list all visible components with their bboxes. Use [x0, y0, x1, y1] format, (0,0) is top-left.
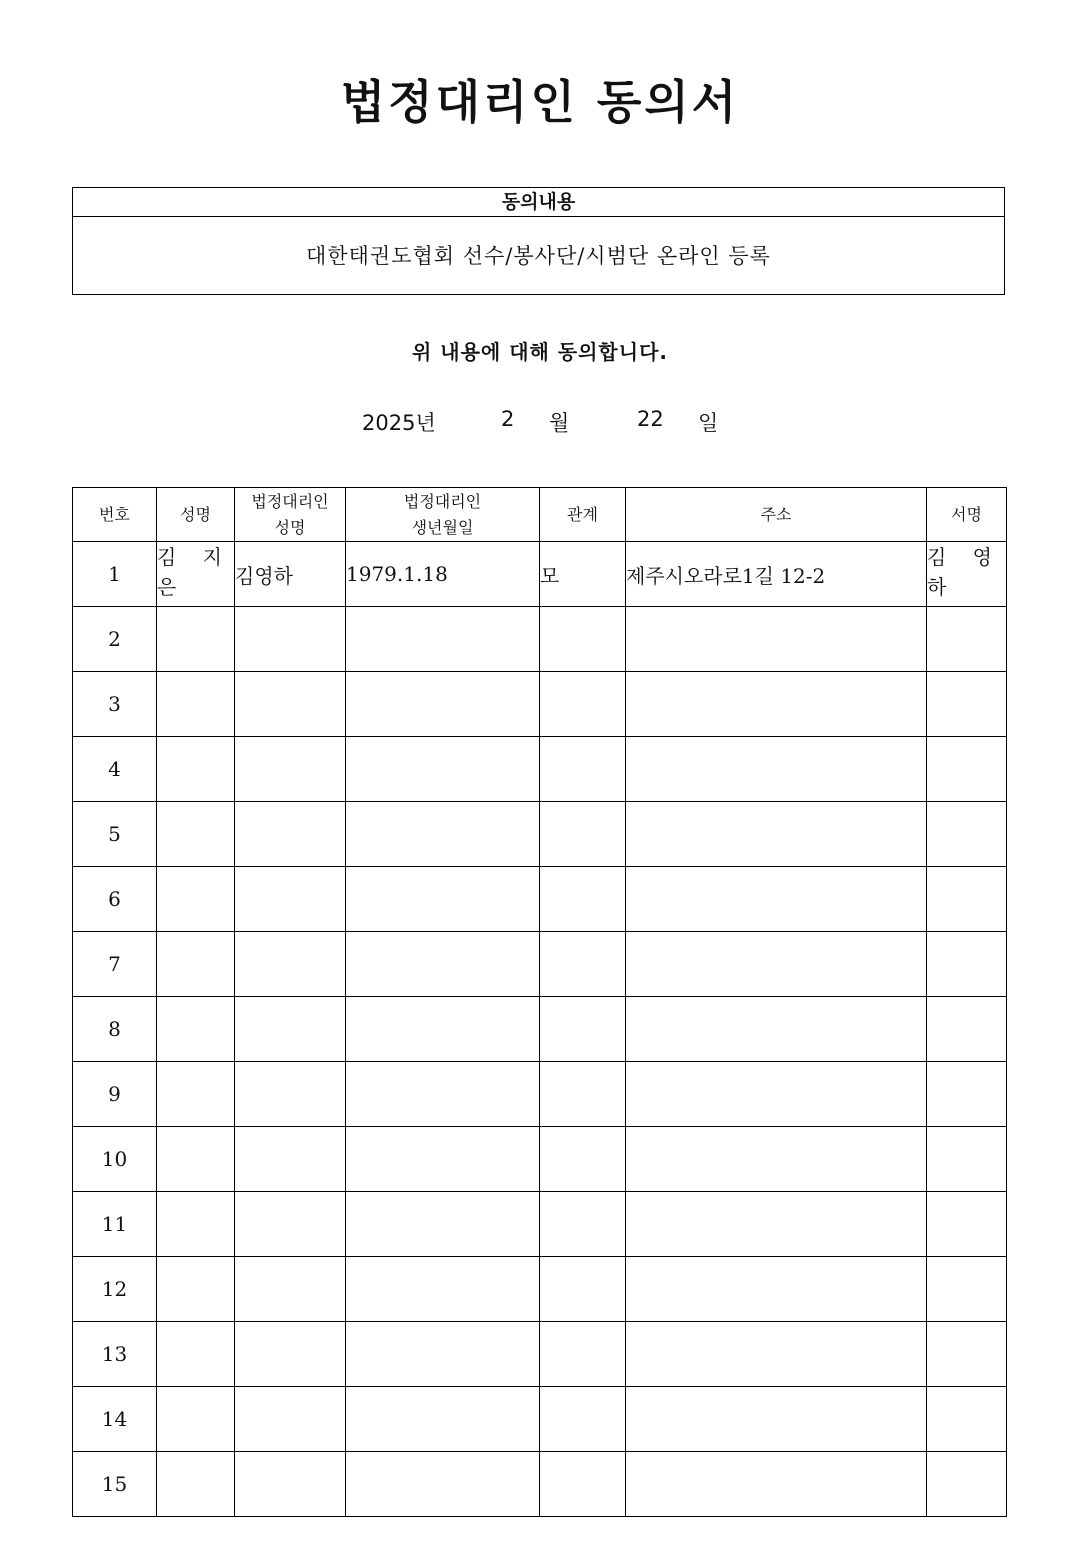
row-signature[interactable] — [927, 607, 1007, 672]
row-address[interactable] — [626, 1127, 927, 1192]
header-guardian-birth-line2: 생년월일 — [411, 517, 474, 537]
table-row — [73, 1322, 1007, 1387]
row-signature[interactable]: 김 영 하 — [927, 542, 1007, 607]
header-guardian-birth — [346, 488, 540, 542]
row-guardian-birth[interactable] — [346, 867, 540, 932]
row-guardian-name[interactable] — [235, 867, 346, 932]
table-row — [73, 802, 1007, 867]
header-relation: 관계 — [540, 488, 626, 542]
date-month: 2 — [501, 407, 515, 431]
date-month-label: 월 — [549, 411, 570, 435]
table-row — [73, 1062, 1007, 1127]
row-guardian-name[interactable] — [235, 1322, 346, 1387]
header-number: 번호 — [73, 488, 157, 542]
consent-content: 대한태권도협회 선수/봉사단/시범단 온라인 등록 — [306, 244, 771, 268]
row-name[interactable] — [157, 672, 235, 737]
date-year: 2025년 — [362, 411, 436, 435]
row-signature[interactable] — [927, 1257, 1007, 1322]
header-guardian-name-line1: 법정대리인 — [251, 491, 329, 511]
row-address[interactable]: 제주시오라로1길 12-2 — [626, 542, 927, 607]
row-guardian-birth[interactable] — [346, 607, 540, 672]
row-address[interactable] — [626, 1257, 927, 1322]
row-guardian-birth[interactable] — [346, 932, 540, 997]
row-relation[interactable] — [540, 1387, 626, 1452]
row-guardian-name[interactable] — [235, 737, 346, 802]
row-guardian-name[interactable] — [235, 932, 346, 997]
row-guardian-birth[interactable] — [346, 672, 540, 737]
row-name[interactable] — [157, 1192, 235, 1257]
row-number: 4 — [73, 737, 157, 802]
row-name[interactable] — [157, 1387, 235, 1452]
row-guardian-name[interactable] — [235, 1127, 346, 1192]
row-guardian-birth[interactable] — [346, 737, 540, 802]
row-address[interactable] — [626, 932, 927, 997]
row-relation[interactable] — [540, 1192, 626, 1257]
row-relation[interactable] — [540, 997, 626, 1062]
table-row — [73, 737, 1007, 802]
date-day: 22 — [637, 407, 664, 431]
row-signature[interactable] — [927, 1127, 1007, 1192]
row-number: 5 — [73, 802, 157, 867]
row-guardian-name[interactable] — [235, 1387, 346, 1452]
header-guardian-name — [235, 488, 346, 542]
consent-box — [72, 187, 1005, 295]
table-row — [73, 672, 1007, 737]
row-guardian-birth[interactable] — [346, 1452, 540, 1517]
row-relation[interactable] — [540, 737, 626, 802]
row-relation[interactable] — [540, 932, 626, 997]
row-number: 14 — [73, 1387, 157, 1452]
row-relation[interactable]: 모 — [540, 542, 626, 607]
table-row — [73, 997, 1007, 1062]
table-row — [73, 542, 1007, 607]
row-address[interactable] — [626, 1322, 927, 1387]
row-guardian-name[interactable] — [235, 1257, 346, 1322]
row-guardian-birth[interactable] — [346, 1127, 540, 1192]
row-relation[interactable] — [540, 672, 626, 737]
document-title: 법정대리인 동의서 — [340, 75, 740, 129]
row-address[interactable] — [626, 1192, 927, 1257]
row-signature[interactable] — [927, 1387, 1007, 1452]
row-guardian-birth[interactable] — [346, 1062, 540, 1127]
row-address[interactable] — [626, 737, 927, 802]
row-signature[interactable] — [927, 997, 1007, 1062]
row-number: 12 — [73, 1257, 157, 1322]
row-address[interactable] — [626, 607, 927, 672]
row-number: 2 — [73, 607, 157, 672]
row-name[interactable] — [157, 1127, 235, 1192]
table-row — [73, 1387, 1007, 1452]
row-name[interactable] — [157, 607, 235, 672]
row-address[interactable] — [626, 1452, 927, 1517]
row-name[interactable] — [157, 932, 235, 997]
agreement-statement: 위 내용에 대해 동의합니다. — [411, 340, 668, 364]
row-number: 9 — [73, 1062, 157, 1127]
row-signature[interactable] — [927, 867, 1007, 932]
row-relation[interactable] — [540, 802, 626, 867]
row-relation[interactable] — [540, 1062, 626, 1127]
row-guardian-name[interactable] — [235, 672, 346, 737]
row-relation[interactable] — [540, 1127, 626, 1192]
row-number: 15 — [73, 1452, 157, 1517]
table-row — [73, 932, 1007, 997]
row-guardian-name[interactable] — [235, 997, 346, 1062]
table-row — [73, 607, 1007, 672]
consent-header: 동의내용 — [73, 188, 1004, 217]
row-guardian-name[interactable]: 김영하 — [235, 542, 346, 607]
header-guardian-birth-line1: 법정대리인 — [403, 491, 482, 511]
row-relation[interactable] — [540, 607, 626, 672]
row-name[interactable] — [157, 1062, 235, 1127]
row-guardian-name[interactable] — [235, 1062, 346, 1127]
row-name[interactable]: 김 지 은 — [157, 542, 235, 607]
row-guardian-name[interactable] — [235, 607, 346, 672]
row-relation[interactable] — [540, 1452, 626, 1517]
table-row — [73, 867, 1007, 932]
row-name[interactable] — [157, 867, 235, 932]
row-signature[interactable] — [927, 672, 1007, 737]
row-number: 3 — [73, 672, 157, 737]
row-number: 8 — [73, 997, 157, 1062]
row-signature[interactable] — [927, 1452, 1007, 1517]
row-signature[interactable] — [927, 1062, 1007, 1127]
row-guardian-name[interactable] — [235, 1192, 346, 1257]
row-name[interactable] — [157, 737, 235, 802]
row-signature[interactable] — [927, 1192, 1007, 1257]
row-number: 10 — [73, 1127, 157, 1192]
row-guardian-birth[interactable] — [346, 1387, 540, 1452]
row-address[interactable] — [626, 997, 927, 1062]
row-relation[interactable] — [540, 1257, 626, 1322]
table-row — [73, 1127, 1007, 1192]
row-name[interactable] — [157, 1452, 235, 1517]
row-name[interactable] — [157, 1257, 235, 1322]
row-guardian-birth[interactable] — [346, 1257, 540, 1322]
row-relation[interactable] — [540, 867, 626, 932]
row-guardian-birth[interactable]: 1979.1.18 — [346, 542, 540, 607]
header-signature: 서명 — [927, 488, 1007, 542]
row-number: 6 — [73, 867, 157, 932]
row-guardian-birth[interactable] — [346, 1322, 540, 1387]
row-number: 13 — [73, 1322, 157, 1387]
row-guardian-name[interactable] — [235, 1452, 346, 1517]
table-row — [73, 1452, 1007, 1517]
row-relation[interactable] — [540, 1322, 626, 1387]
row-signature[interactable] — [927, 737, 1007, 802]
row-signature[interactable] — [927, 932, 1007, 997]
row-signature[interactable] — [927, 1322, 1007, 1387]
row-guardian-birth[interactable] — [346, 1192, 540, 1257]
row-name[interactable] — [157, 997, 235, 1062]
header-address: 주소 — [626, 488, 927, 542]
row-number: 1 — [73, 542, 157, 607]
header-guardian-name-line2: 성명 — [274, 517, 306, 537]
row-name[interactable] — [157, 1322, 235, 1387]
row-address[interactable] — [626, 1062, 927, 1127]
row-guardian-birth[interactable] — [346, 997, 540, 1062]
row-address[interactable] — [626, 802, 927, 867]
row-name[interactable] — [157, 802, 235, 867]
row-number: 11 — [73, 1192, 157, 1257]
table-row — [73, 1257, 1007, 1322]
table-header-row — [73, 488, 1007, 542]
guardian-table — [72, 487, 1007, 1517]
date-line — [0, 407, 1080, 437]
row-address[interactable] — [626, 867, 927, 932]
table-row — [73, 1192, 1007, 1257]
row-signature[interactable] — [927, 802, 1007, 867]
row-address[interactable] — [626, 672, 927, 737]
row-guardian-name[interactable] — [235, 802, 346, 867]
row-guardian-birth[interactable] — [346, 802, 540, 867]
date-day-label: 일 — [698, 411, 719, 435]
header-name: 성명 — [157, 488, 235, 542]
row-number: 7 — [73, 932, 157, 997]
row-address[interactable] — [626, 1387, 927, 1452]
